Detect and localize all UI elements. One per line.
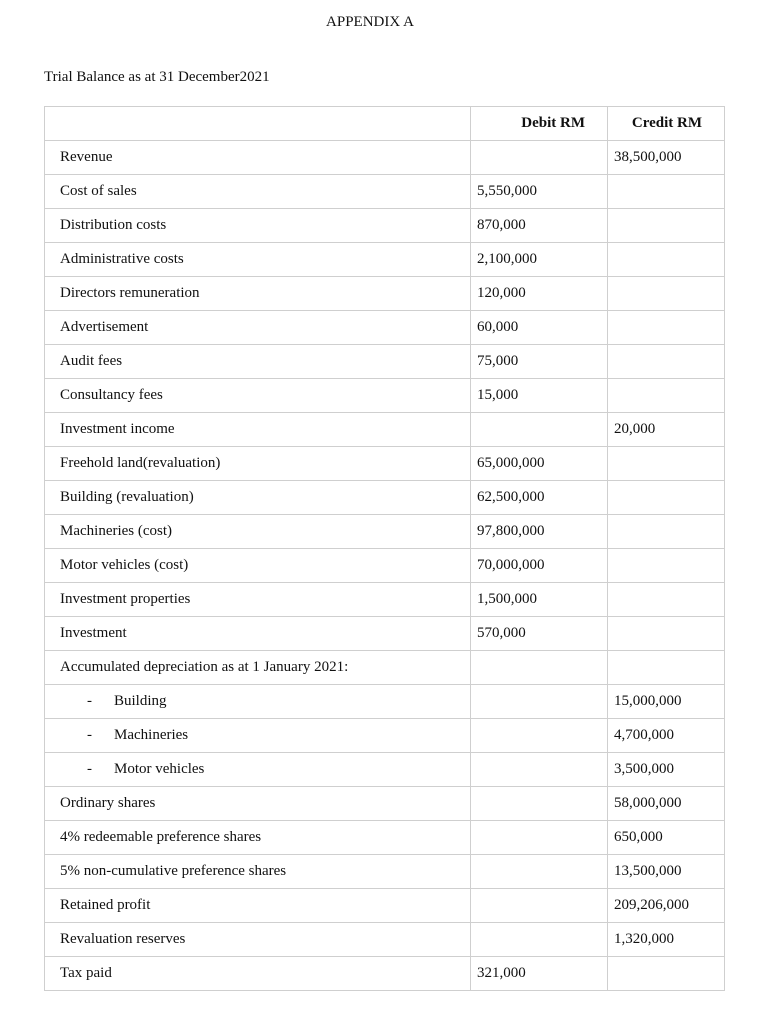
- credit-cell: 1,320,000: [608, 923, 725, 957]
- credit-cell: 4,700,000: [608, 719, 725, 753]
- table-row: [45, 923, 725, 957]
- row-label: 5% non-cumulative preference shares: [45, 855, 471, 889]
- header-credit: Credit RM: [608, 107, 725, 141]
- table-row: [45, 617, 725, 651]
- row-label: Advertisement: [45, 311, 471, 345]
- row-label: [45, 719, 471, 753]
- table-row: [45, 787, 725, 821]
- trial-balance-table: [44, 106, 725, 991]
- table-row: [45, 549, 725, 583]
- table-row: [45, 413, 725, 447]
- table-header-row: [45, 107, 725, 141]
- debit-cell: 70,000,000: [471, 549, 608, 583]
- debit-cell: 65,000,000: [471, 447, 608, 481]
- credit-cell: [608, 447, 725, 481]
- table-row: [45, 277, 725, 311]
- header-debit: Debit RM: [471, 107, 608, 141]
- row-label: Building (revaluation): [45, 481, 471, 515]
- debit-cell: 120,000: [471, 277, 608, 311]
- credit-cell: [608, 515, 725, 549]
- row-label: Ordinary shares: [45, 787, 471, 821]
- table-row: [45, 685, 725, 719]
- row-label: Distribution costs: [45, 209, 471, 243]
- table-row: [45, 651, 725, 685]
- debit-cell: 60,000: [471, 311, 608, 345]
- credit-cell: [608, 209, 725, 243]
- credit-cell: [608, 651, 725, 685]
- credit-cell: [608, 617, 725, 651]
- row-label: Cost of sales: [45, 175, 471, 209]
- credit-cell: [608, 481, 725, 515]
- table-row: [45, 583, 725, 617]
- row-label: Consultancy fees: [45, 379, 471, 413]
- row-label: Investment properties: [45, 583, 471, 617]
- debit-cell: 2,100,000: [471, 243, 608, 277]
- table-row: [45, 175, 725, 209]
- debit-cell: [471, 855, 608, 889]
- credit-cell: [608, 379, 725, 413]
- debit-cell: 75,000: [471, 345, 608, 379]
- table-row: [45, 753, 725, 787]
- bullet-dash: -: [87, 693, 92, 709]
- row-label: [45, 753, 471, 787]
- debit-cell: [471, 685, 608, 719]
- debit-cell: 97,800,000: [471, 515, 608, 549]
- debit-cell: 15,000: [471, 379, 608, 413]
- debit-cell: [471, 719, 608, 753]
- row-label-text: Motor vehicles: [114, 761, 205, 777]
- credit-cell: 20,000: [608, 413, 725, 447]
- debit-cell: 321,000: [471, 957, 608, 991]
- row-label: Retained profit: [45, 889, 471, 923]
- table-row: [45, 719, 725, 753]
- credit-cell: 13,500,000: [608, 855, 725, 889]
- row-label: [45, 685, 471, 719]
- debit-cell: 62,500,000: [471, 481, 608, 515]
- table-row: [45, 515, 725, 549]
- debit-cell: [471, 889, 608, 923]
- row-label: Revenue: [45, 141, 471, 175]
- table-row: [45, 821, 725, 855]
- table-row: [45, 243, 725, 277]
- debit-cell: 1,500,000: [471, 583, 608, 617]
- row-label: Investment: [45, 617, 471, 651]
- credit-cell: [608, 583, 725, 617]
- credit-cell: [608, 175, 725, 209]
- row-label: Administrative costs: [45, 243, 471, 277]
- credit-cell: [608, 345, 725, 379]
- credit-cell: 15,000,000: [608, 685, 725, 719]
- credit-cell: 38,500,000: [608, 141, 725, 175]
- row-label: Tax paid: [45, 957, 471, 991]
- row-label-text: Building: [114, 693, 167, 709]
- table-row: [45, 889, 725, 923]
- row-label: Revaluation reserves: [45, 923, 471, 957]
- debit-cell: [471, 923, 608, 957]
- table-row: [45, 481, 725, 515]
- row-label: Audit fees: [45, 345, 471, 379]
- credit-cell: [608, 277, 725, 311]
- row-label: Freehold land(revaluation): [45, 447, 471, 481]
- table-row: [45, 209, 725, 243]
- table-row: [45, 141, 725, 175]
- debit-cell: 5,550,000: [471, 175, 608, 209]
- credit-cell: 3,500,000: [608, 753, 725, 787]
- credit-cell: [608, 243, 725, 277]
- row-label: Investment income: [45, 413, 471, 447]
- table-row: [45, 957, 725, 991]
- table-row: [45, 855, 725, 889]
- debit-cell: [471, 787, 608, 821]
- credit-cell: 209,206,000: [608, 889, 725, 923]
- credit-cell: 58,000,000: [608, 787, 725, 821]
- debit-cell: [471, 753, 608, 787]
- appendix-title: APPENDIX A: [326, 14, 414, 30]
- row-label: Motor vehicles (cost): [45, 549, 471, 583]
- table-row: [45, 379, 725, 413]
- table-row: [45, 311, 725, 345]
- header-label: [45, 107, 471, 141]
- credit-cell: [608, 549, 725, 583]
- credit-cell: 650,000: [608, 821, 725, 855]
- debit-cell: [471, 141, 608, 175]
- row-label: Directors remuneration: [45, 277, 471, 311]
- row-label: Accumulated depreciation as at 1 January 2021:: [45, 651, 471, 685]
- table-row: [45, 345, 725, 379]
- row-label: Machineries (cost): [45, 515, 471, 549]
- debit-cell: 570,000: [471, 617, 608, 651]
- credit-cell: [608, 957, 725, 991]
- table-row: [45, 447, 725, 481]
- trial-balance-subtitle: Trial Balance as at 31 December2021: [44, 69, 270, 85]
- row-label: 4% redeemable preference shares: [45, 821, 471, 855]
- credit-cell: [608, 311, 725, 345]
- debit-cell: [471, 413, 608, 447]
- debit-cell: [471, 651, 608, 685]
- bullet-dash: -: [87, 727, 92, 743]
- debit-cell: [471, 821, 608, 855]
- bullet-dash: -: [87, 761, 92, 777]
- debit-cell: 870,000: [471, 209, 608, 243]
- row-label-text: Machineries: [114, 727, 189, 743]
